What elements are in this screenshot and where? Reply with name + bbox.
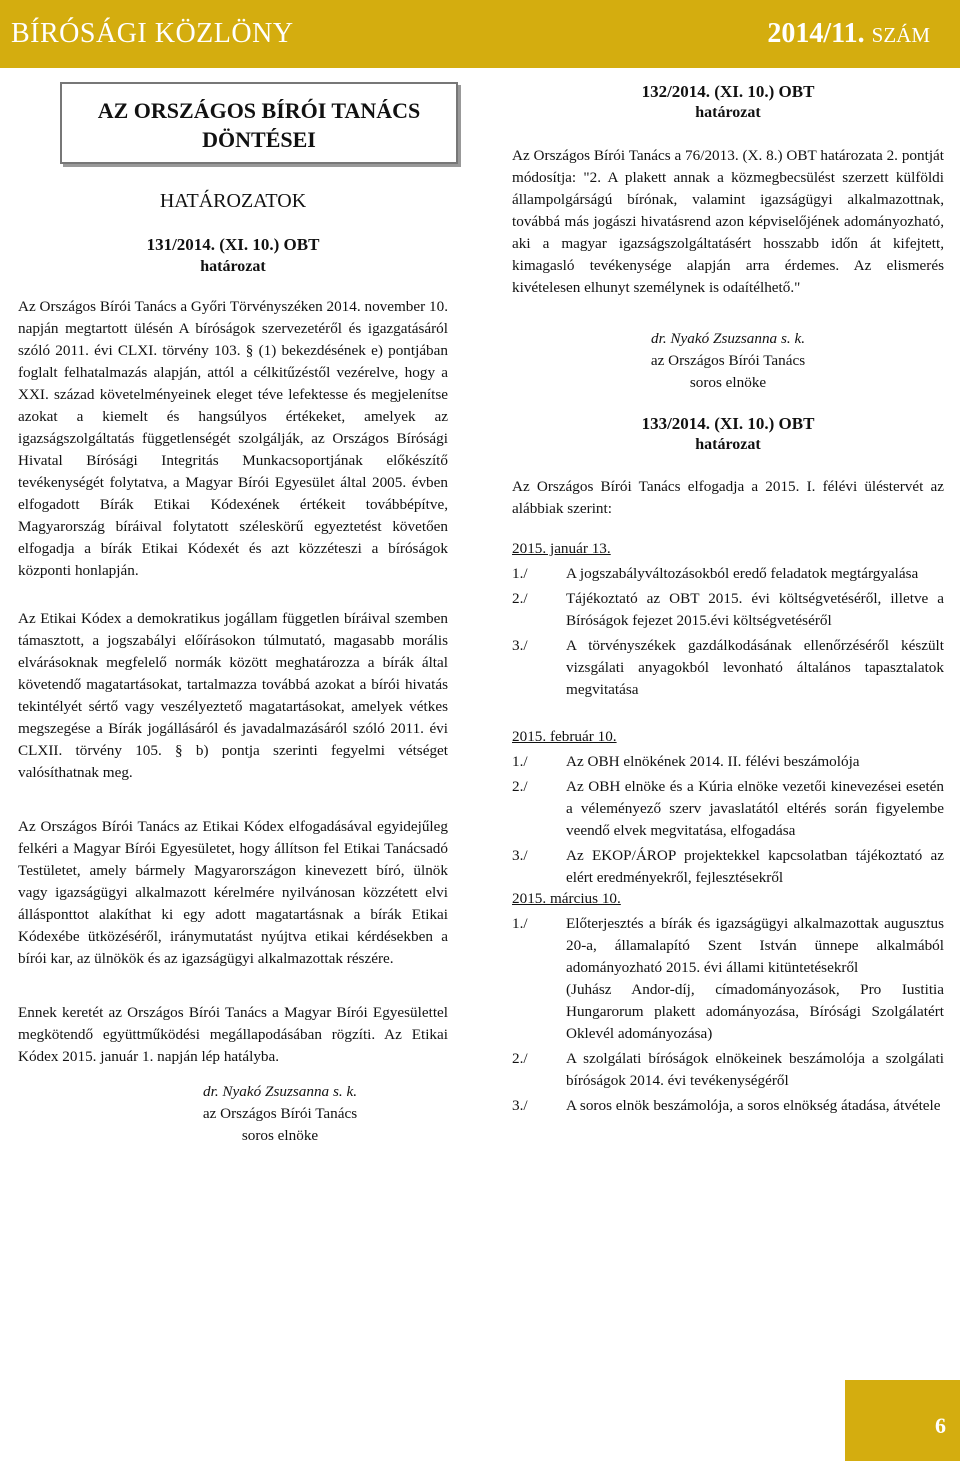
- decision-133-number: 133/2014. (XI. 10.) OBT: [641, 414, 815, 433]
- decision-132-number: 132/2014. (XI. 10.) OBT: [641, 82, 815, 101]
- decision-132-kind: határozat: [695, 104, 761, 121]
- session-january: [512, 538, 944, 704]
- decision-132-signature-name: dr. Nyakó Zsuzsanna s. k.: [651, 330, 805, 347]
- section-title-line2: DÖNTÉSEI: [202, 127, 316, 152]
- agenda-item-text: Az EKOP/ÁROP projektekkel kapcsolatban tájékoztató az elért eredményekről, fejlesztésekről: [566, 847, 944, 886]
- agenda-item-number: 1./: [512, 565, 528, 582]
- decision-131-paragraph-2: Az Etikai Kódex a demokratikus jogállam független bíráival szemben támasztott, a jogszabályi előírásokon túlmutató, magasabb morális elvárásoknak megfelelő normák között meghatározza a bírák által követendő magatartásokat, tartalmazza továbbá azokat a bírói hivatás tekintélyét sértő vagy veszélyeztető magatartásokat, amelyek vétkes megszegése a Bírák jogállásáról és javadalmazásáról szóló 2011. évi CLXII. törvény 105. § b) pontja szerinti fegyelmi vétséget valósíthatnak meg.: [18, 610, 448, 781]
- decision-131-signature-org: az Országos Bírói Tanács: [202, 1105, 358, 1122]
- subsection-title: HATÁROZATOK: [159, 190, 307, 212]
- agenda-item: [512, 751, 944, 773]
- agenda-item-text: Az OBH elnökének 2014. II. félévi beszámolója: [566, 753, 860, 770]
- page-number-box: [845, 1380, 960, 1461]
- decision-131-signature-role: soros elnöke: [241, 1127, 319, 1144]
- agenda-item: [512, 1095, 944, 1117]
- agenda-item-text: A törvényszékek gazdálkodásának ellenőrzéséről készült vizsgálati anyagokból levonható általános tapasztalatok megvitatása: [566, 637, 944, 698]
- agenda-item-number: 2./: [512, 778, 528, 795]
- agenda-item-text: A szolgálati bíróságok elnökeinek beszámolója a szolgálati bíróságok 2014. évi tevékenységéről: [566, 1050, 944, 1089]
- agenda-item-number: 2./: [512, 590, 528, 607]
- header-banner: [0, 0, 960, 68]
- decision-131-signature-name: dr. Nyakó Zsuzsanna s. k.: [203, 1083, 357, 1100]
- agenda-item-text: Az OBH elnöke és a Kúria elnöke vezetői kinevezései esetén a véleményező szerv javaslatától eltérés során figyelembe veendő elvek megvitatása, elfogadása: [566, 778, 944, 839]
- agenda-item-number: 3./: [512, 1097, 528, 1114]
- session-date: 2015. március 10.: [512, 890, 621, 907]
- decision-133-paragraph-1: Az Országos Bírói Tanács elfogadja a 2015. I. félévi üléstervét az alábbiak szerint:: [512, 478, 944, 517]
- decision-131-paragraph-4: Ennek keretét az Országos Bírói Tanács a Magyar Bírói Egyesülettel megkötendő együttműködési megállapodásában rögzíti. Az Etikai Kódex 2015. január 1. napján lép hatályba.: [18, 1004, 448, 1065]
- section-title-box: [60, 82, 458, 164]
- agenda-item-number: 2./: [512, 1050, 528, 1067]
- agenda-item: [512, 776, 944, 842]
- session-date: 2015. február 10.: [512, 728, 617, 745]
- agenda-item-text: A jogszabályváltozásokból eredő feladatok megtárgyalása: [566, 565, 919, 582]
- session-date: 2015. január 13.: [512, 540, 611, 557]
- decision-131-paragraph-1: Az Országos Bírói Tanács a Győri Törvényszéken 2014. november 10. napján megtartott ülésén A bíróságok szervezetéről és igazgatásáról szóló 2011. évi CLXI. törvény 103. § (1) bekezdésének e) pontjában foglalt felhatalmazás alapján, attól a célkitűzéstől vezérelve, hogy a XXI. század követelményeinek eleget téve lefektesse és megjelenítse azokat a kiemelt és hangsúlyos értékeket, amelyek az igazságszolgáltatás függetlenségét szolgálják, az Országos Bírósági Hivatal Bírósági Integritás Munkacsoportjának előkészítő tevékenységét folytatva, a Magyar Bírói Egyesület által 2005. évben elfogadott Bírák Etikai Kódexének értékeit továbbépítve, Magyarország bíráival folytatott széleskörű egyeztetést követően elfogadja a bírák Etikai Kódexét és azt közzéteszi a bíróságok központi honlapján.: [18, 298, 448, 579]
- decision-132-signature-org: az Országos Bírói Tanács: [650, 352, 806, 369]
- issue-number: 2014/11.: [767, 18, 865, 49]
- agenda-item-note: (Juhász Andor-díj, címadományozások, Pro Iustitia Hungarorum plakett adományozása, Bírósági Szolgálatért Oklevél adományozása): [566, 981, 944, 1042]
- decision-132-signature-role: soros elnöke: [689, 374, 767, 391]
- agenda-item: [512, 588, 944, 632]
- agenda-item-number: 1./: [512, 915, 528, 932]
- decision-131-number: 131/2014. (XI. 10.) OBT: [146, 235, 320, 254]
- agenda-item: [512, 1048, 944, 1092]
- issue-suffix: SZÁM: [871, 23, 930, 47]
- agenda-item: [512, 635, 944, 701]
- agenda-item-number: 3./: [512, 847, 528, 864]
- agenda-item-text: Előterjesztés a bírák és igazságügyi alkalmazottak augusztus 20-a, államalapító Szent István ünnepe alkalmából adományozható 2015. évi állami kitüntetésekről: [566, 915, 944, 976]
- agenda-item-number: 1./: [512, 753, 528, 770]
- journal-title: BÍRÓSÁGI KÖZLÖNY: [11, 18, 294, 49]
- issue-label: [767, 18, 930, 50]
- agenda-item-number: 3./: [512, 637, 528, 654]
- agenda-item: [512, 563, 944, 585]
- page-number: 6: [935, 1413, 946, 1438]
- agenda-item: [512, 845, 944, 889]
- decision-131-paragraph-3: Az Országos Bírói Tanács az Etikai Kódex elfogadásával egyidejűleg felkéri a Magyar Bírói Egyesületet, hogy állítson fel Etikai Tanácsadó Testületet, amely bármely Magyarországon kinevezett bíró, ülnök vagy igazságügyi alkalmazott kérelmére nyilvánosan közzétett elvi állásponttot alakíthat ki egy adott magatartásnak a bírák Etikai Kódexébe ütközéséről, iránymutatást nyújtva etikai kérdésekben a bírói kar, az ülnökök és az igazságügyi alkalmazottak részére.: [18, 818, 448, 967]
- decision-133-kind: határozat: [695, 436, 761, 453]
- agenda-item-text: A soros elnök beszámolója, a soros elnökség átadása, átvétele: [566, 1097, 941, 1114]
- agenda-item-text: Tájékoztató az OBT 2015. évi költségvetéséről, illetve a Bíróságok fejezet 2015.évi költségvetéséről: [566, 590, 944, 629]
- section-title-line1: AZ ORSZÁGOS BÍRÓI TANÁCS: [97, 98, 421, 123]
- session-march: [512, 888, 944, 1120]
- agenda-item: [512, 913, 944, 1045]
- decision-131-kind: határozat: [200, 258, 266, 275]
- session-february: [512, 726, 944, 892]
- decision-132-paragraph-1: Az Országos Bírói Tanács a 76/2013. (X. 8.) OBT határozata 2. pontját módosítja: "2. A plakett annak a közmegbecsülést szerzett külföldi állampolgárságú bírónak, valamint igazságügyi alkalmazottnak, továbbá más jogászi hivatásrend azon képviselőjének adományozható, aki a magyar igazságszolgáltatásért hosszabb időn át kifejtett, kimagasló tevékenysége alapján arra érdemes. Az elismerés kivételesen elhunyt személynek is odaítélhető.": [512, 147, 944, 296]
